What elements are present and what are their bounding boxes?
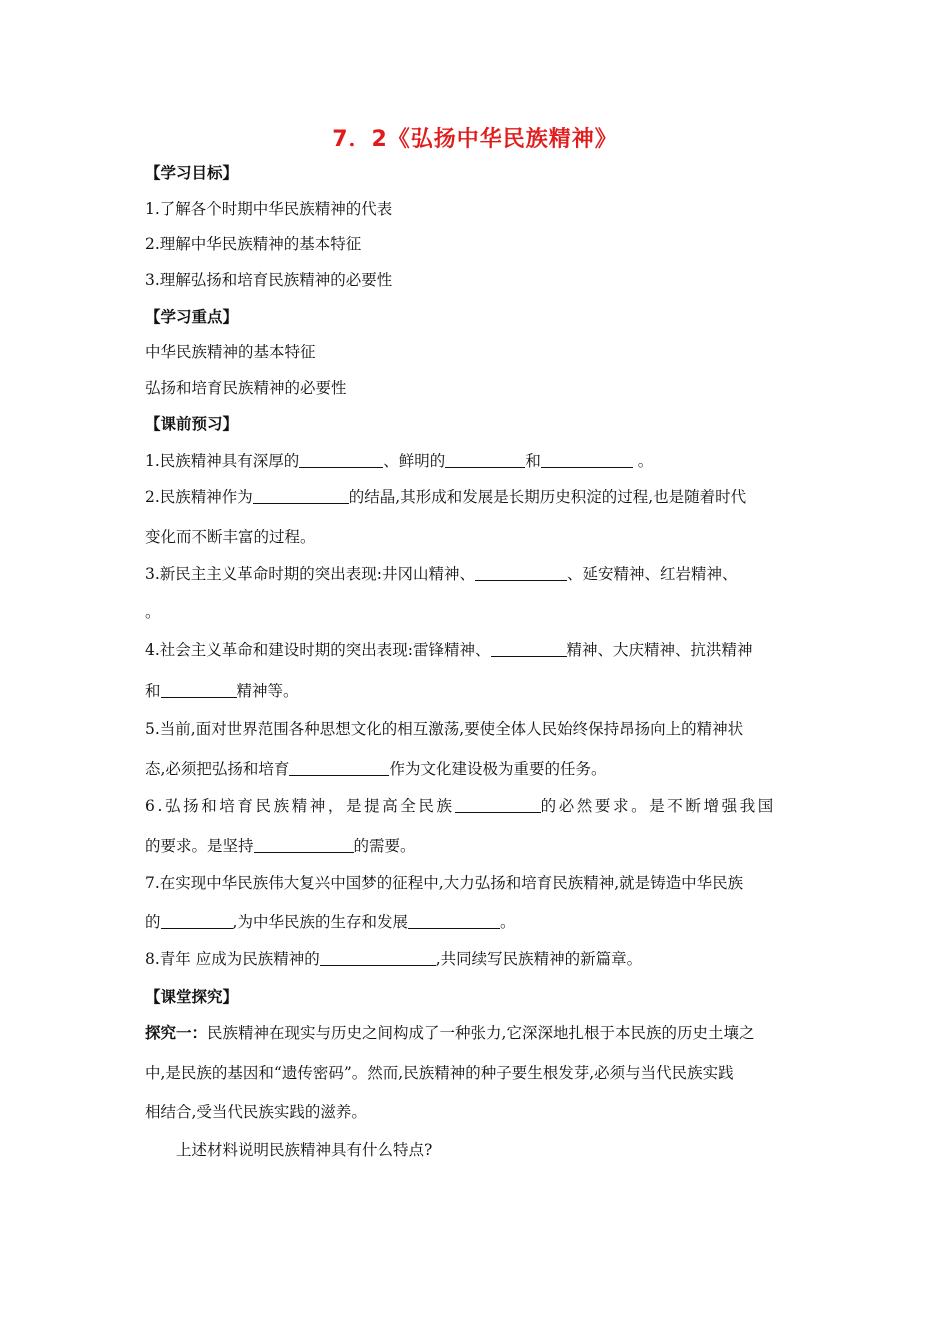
- answer-blank[interactable]: [445, 451, 525, 468]
- question-3: [145, 563, 813, 585]
- question-5-cont: [145, 758, 813, 780]
- question-text: 3.新民主主义革命时期的突出表现:井冈山精神、: [145, 565, 476, 583]
- page-title: 7．2《弘扬中华民族精神》: [332, 127, 618, 152]
- question-text: 、延安精神、红岩精神、: [567, 565, 738, 583]
- goal-item: 1.了解各个时期中华民族精神的代表: [145, 200, 393, 218]
- section-heading-focus: 【学习重点】: [145, 308, 239, 326]
- question-text: 的: [145, 913, 161, 931]
- question-7-cont: [145, 911, 813, 933]
- section-heading-preview: 【课前预习】: [145, 415, 239, 433]
- question-text: 4.社会主义革命和建设时期的突出表现:雷锋精神、: [145, 641, 491, 659]
- explore-paragraph-line: 相结合,受当代民族实践的滋养。: [145, 1103, 367, 1121]
- question-6-cont: [145, 835, 813, 857]
- explore-question: 上述材料说明民族精神具有什么特点?: [176, 1141, 433, 1159]
- answer-blank[interactable]: [253, 487, 349, 504]
- question-text: 精神、大庆精神、抗洪精神: [566, 641, 753, 659]
- question-text: ,共同续写民族精神的新篇章。: [435, 950, 643, 968]
- question-text: 。: [499, 913, 516, 931]
- question-text: 2.民族精神作为: [145, 488, 253, 506]
- question-4-cont: [145, 680, 813, 702]
- question-3-cont: 。: [145, 603, 161, 621]
- question-text: 1.民族精神具有深厚的: [145, 452, 300, 470]
- answer-blank[interactable]: [320, 949, 436, 966]
- question-text: 的结晶,其形成和发展是长期历史积淀的过程,也是随着时代: [348, 488, 747, 506]
- question-text: 6.弘扬和培育民族精神，是提高全民族: [145, 797, 455, 815]
- goal-item: 2.理解中华民族精神的基本特征: [145, 235, 362, 253]
- answer-blank[interactable]: [289, 759, 389, 776]
- question-text: 和: [145, 682, 161, 700]
- answer-blank[interactable]: [254, 836, 354, 853]
- question-text: 精神等。: [236, 682, 299, 700]
- answer-blank[interactable]: [475, 564, 567, 581]
- question-2-cont: 变化而不断丰富的过程。: [145, 528, 316, 546]
- question-text: 、鲜明的: [383, 452, 446, 470]
- question-text: 8.青年 应成为民族精神的: [145, 950, 320, 968]
- question-text: 和: [525, 452, 541, 470]
- question-7: 7.在实现中华民族伟大复兴中国梦的征程中,大力弘扬和培育民族精神,就是铸造中华民族: [145, 874, 744, 892]
- section-heading-goals: 【学习目标】: [145, 164, 239, 182]
- question-text: 。: [632, 452, 654, 470]
- question-5: 5.当前,面对世界范围各种思想文化的相互激荡,要使全体人民始终保持昂扬向上的精神状: [145, 720, 744, 738]
- answer-blank[interactable]: [408, 912, 500, 929]
- question-text: 态,必须把弘扬和培育: [145, 760, 290, 778]
- focus-item: 弘扬和培育民族精神的必要性: [145, 379, 347, 397]
- answer-blank[interactable]: [491, 640, 567, 657]
- question-text: 的需要。: [353, 837, 416, 855]
- explore-label: 探究一：: [145, 1024, 208, 1042]
- question-8: [145, 948, 813, 970]
- question-2: [145, 486, 813, 508]
- answer-blank[interactable]: [161, 681, 237, 698]
- question-1: [145, 450, 813, 472]
- answer-blank[interactable]: [541, 451, 633, 468]
- question-text: 的必然要求。是不断增强我国: [540, 797, 776, 815]
- answer-blank[interactable]: [299, 451, 383, 468]
- question-4: [145, 639, 813, 661]
- question-text: 作为文化建设极为重要的任务。: [389, 760, 607, 778]
- explore-paragraph-line: 中,是民族的基因和“遗传密码”。然而,民族精神的种子要生根发芽,必须与当代民族实践: [145, 1064, 734, 1082]
- question-text: 的要求。是坚持: [145, 837, 254, 855]
- explore-text: 民族精神在现实与历史之间构成了一种张力,它深深地扎根于本民族的历史土壤之: [207, 1024, 755, 1042]
- answer-blank[interactable]: [455, 796, 541, 813]
- question-text: ,为中华民族的生存和发展: [232, 913, 408, 931]
- section-heading-explore: 【课堂探究】: [145, 988, 239, 1006]
- answer-blank[interactable]: [161, 912, 233, 929]
- question-6: [145, 795, 813, 817]
- focus-item: 中华民族精神的基本特征: [145, 343, 316, 361]
- goal-item: 3.理解弘扬和培育民族精神的必要性: [145, 271, 393, 289]
- explore-paragraph-line: [145, 1022, 813, 1044]
